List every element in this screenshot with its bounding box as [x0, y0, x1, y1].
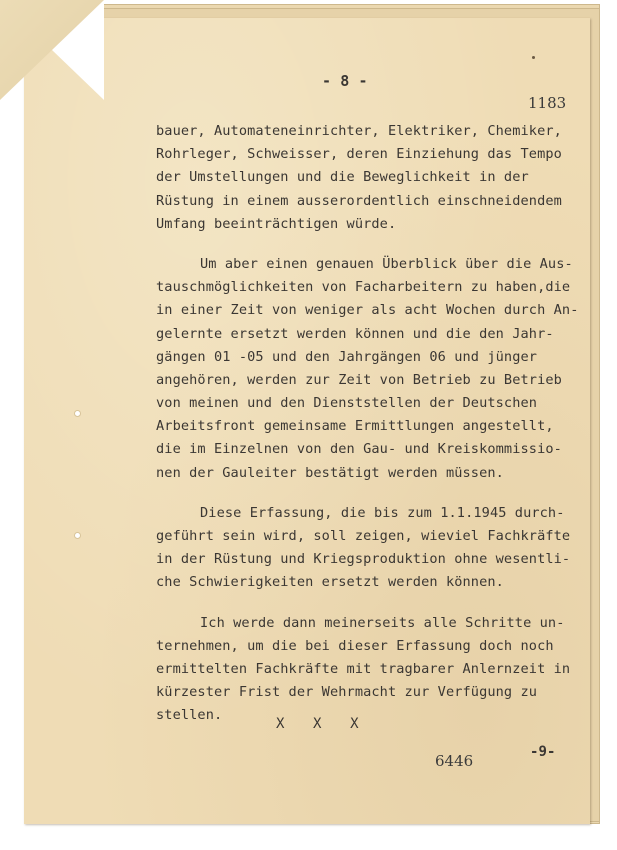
- text-line: Umfang beeinträchtigen würde.: [156, 215, 397, 232]
- punch-hole: [74, 410, 81, 417]
- text-line: von meinen und den Dienststellen der Deutschen: [156, 395, 538, 412]
- paragraph: [156, 502, 586, 595]
- text-line: che Schwierigkeiten ersetzt werden können.: [156, 574, 504, 591]
- document-number: 1183: [528, 94, 567, 112]
- text-line: Rohrleger, Schweisser, deren Einziehung das Tempo: [156, 146, 562, 163]
- next-page-marker: -9-: [530, 744, 556, 760]
- punch-hole: [74, 532, 81, 539]
- text-line: Um aber einen genauen Überblick über die Aus-: [200, 255, 573, 272]
- paragraph: [156, 120, 586, 236]
- text-line: bauer, Automateneinrichter, Elektriker, Chemiker,: [156, 123, 562, 139]
- text-line: Rüstung in einem ausserordentlich einschneidendem: [156, 192, 562, 209]
- text-line: stellen.: [156, 707, 223, 724]
- text-line: ermittelten Fachkräfte mit tragbarer Anlernzeit in: [156, 660, 571, 677]
- text-line: gängen 01 -05 und den Jahrgängen 06 und jünger: [156, 348, 538, 365]
- text-line: nen der Gauleiter bestätigt werden müssen.: [156, 464, 504, 481]
- ink-speck: [532, 56, 535, 59]
- text-line: in einer Zeit von weniger als acht Wochen durch An-: [156, 302, 579, 319]
- text-line: gelernte ersetzt werden können und die den Jahr-: [156, 325, 554, 342]
- text-line: angehören, werden zur Zeit von Betrieb zu Betrieb: [156, 371, 562, 388]
- body-text: [156, 120, 586, 745]
- text-line: geführt sein wird, soll zeigen, wieviel Fachkräfte: [156, 528, 571, 544]
- paragraph: [156, 253, 586, 485]
- footer-document-number: 6446: [435, 752, 474, 770]
- text-line: die im Einzelnen von den Gau- und Kreiskommissio-: [156, 441, 562, 458]
- text-line: Diese Erfassung, die bis zum 1.1.1945 durch-: [200, 504, 565, 521]
- text-line: Ich werde dann meinerseits alle Schritte un-: [200, 614, 565, 631]
- text-line: tauschmöglichkeiten von Facharbeitern zu haben,die: [156, 279, 571, 296]
- text-line: ternehmen, um die bei dieser Erfassung doch noch: [156, 637, 554, 654]
- text-line: in der Rüstung und Kriegsproduktion ohne wesentli-: [156, 551, 571, 568]
- text-line: kürzester Frist der Wehrmacht zur Verfügung zu: [156, 684, 538, 701]
- page-number: - 8 -: [322, 72, 368, 90]
- text-line: der Umstellungen und die Beweglichkeit in der: [156, 169, 529, 186]
- text-line: Arbeitsfront gemeinsame Ermittlungen angestellt,: [156, 418, 554, 435]
- paragraph: [156, 612, 586, 728]
- section-separator: X X X: [276, 716, 359, 732]
